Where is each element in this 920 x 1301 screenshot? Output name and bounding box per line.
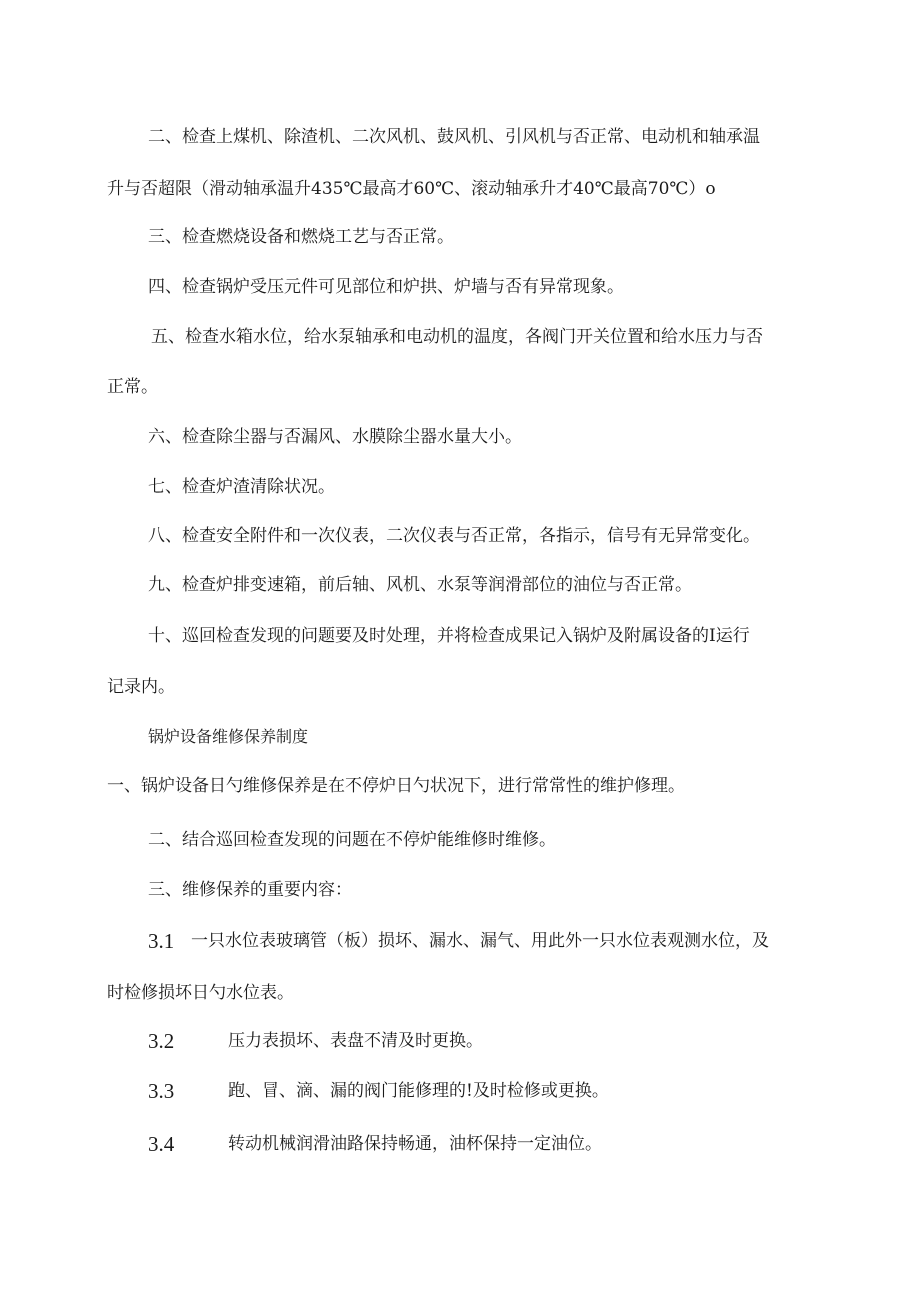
inspection-item-4: 四、检查锅炉受压元件可见部位和炉拱、炉墙与否有异常现象。: [148, 277, 624, 297]
subitem-3-3-text: 跑、冒、滴、漏的阀门能修理的!及时检修或更换。: [228, 1081, 609, 1101]
subitem-3-1-line-1: 一只水位表玻璃管（板）损坏、漏水、漏气、用此外一只水位表观测水位，及: [191, 931, 769, 951]
maintenance-item-1: 一、锅炉设备日勺维修保养是在不停炉日勺状况下，进行常常性的维护修理。: [107, 776, 685, 796]
inspection-item-3: 三、检查燃烧设备和燃烧工艺与否正常。: [148, 227, 454, 247]
inspection-item-2-line-1: 二、检查上煤机、除渣机、二次风机、鼓风机、引风机与否正常、电动机和轴承温: [148, 127, 760, 147]
subitem-number: 3.3: [148, 1079, 175, 1103]
subitem-number: 3.2: [148, 1029, 175, 1053]
inspection-item-10-line-1: 十、巡回检查发现的问题要及时处理，并将检查成果记入锅炉及附属设备的I运行: [148, 626, 750, 646]
subitem-number: 3.4: [148, 1132, 175, 1156]
inspection-item-6: 六、检查除尘器与否漏风、水膜除尘器水量大小。: [148, 427, 522, 447]
subitem-3-2-text: 压力表损坏、表盘不清及时更换。: [228, 1031, 483, 1051]
maintenance-item-2: 二、结合巡回检查发现的问题在不停炉能维修时维修。: [148, 830, 556, 850]
inspection-item-5-line-2: 正常。: [107, 377, 158, 397]
maintenance-item-3: 三、维修保养的重要内容：: [148, 880, 352, 900]
subitem-number: 3.1: [148, 929, 175, 953]
inspection-item-5-line-1: 五、检查水箱水位，给水泵轴承和电动机的温度，各阀门开关位置和给水压力与否: [151, 327, 763, 347]
subitem-3-4-text: 转动机械润滑油路保持畅通，油杯保持一定油位。: [228, 1134, 602, 1154]
inspection-item-10-line-2: 记录内。: [107, 677, 175, 697]
section-title: 锅炉设备维修保养制度: [148, 727, 309, 746]
inspection-item-8: 八、检查安全附件和一次仪表，二次仪表与否正常，各指示，信号有无异常变化。: [148, 526, 760, 546]
inspection-item-9: 九、检查炉排变速箱，前后轴、风机、水泵等润滑部位的油位与否正常。: [148, 575, 692, 595]
subitem-3-1-line-2: 时检修损坏日勺水位表。: [107, 983, 294, 1003]
inspection-item-2-line-2: 升与否超限（滑动轴承温升435℃最高才60℃、滚动轴承升才40℃最高70℃）o: [107, 179, 716, 199]
inspection-item-7: 七、检查炉渣清除状况。: [148, 477, 335, 497]
